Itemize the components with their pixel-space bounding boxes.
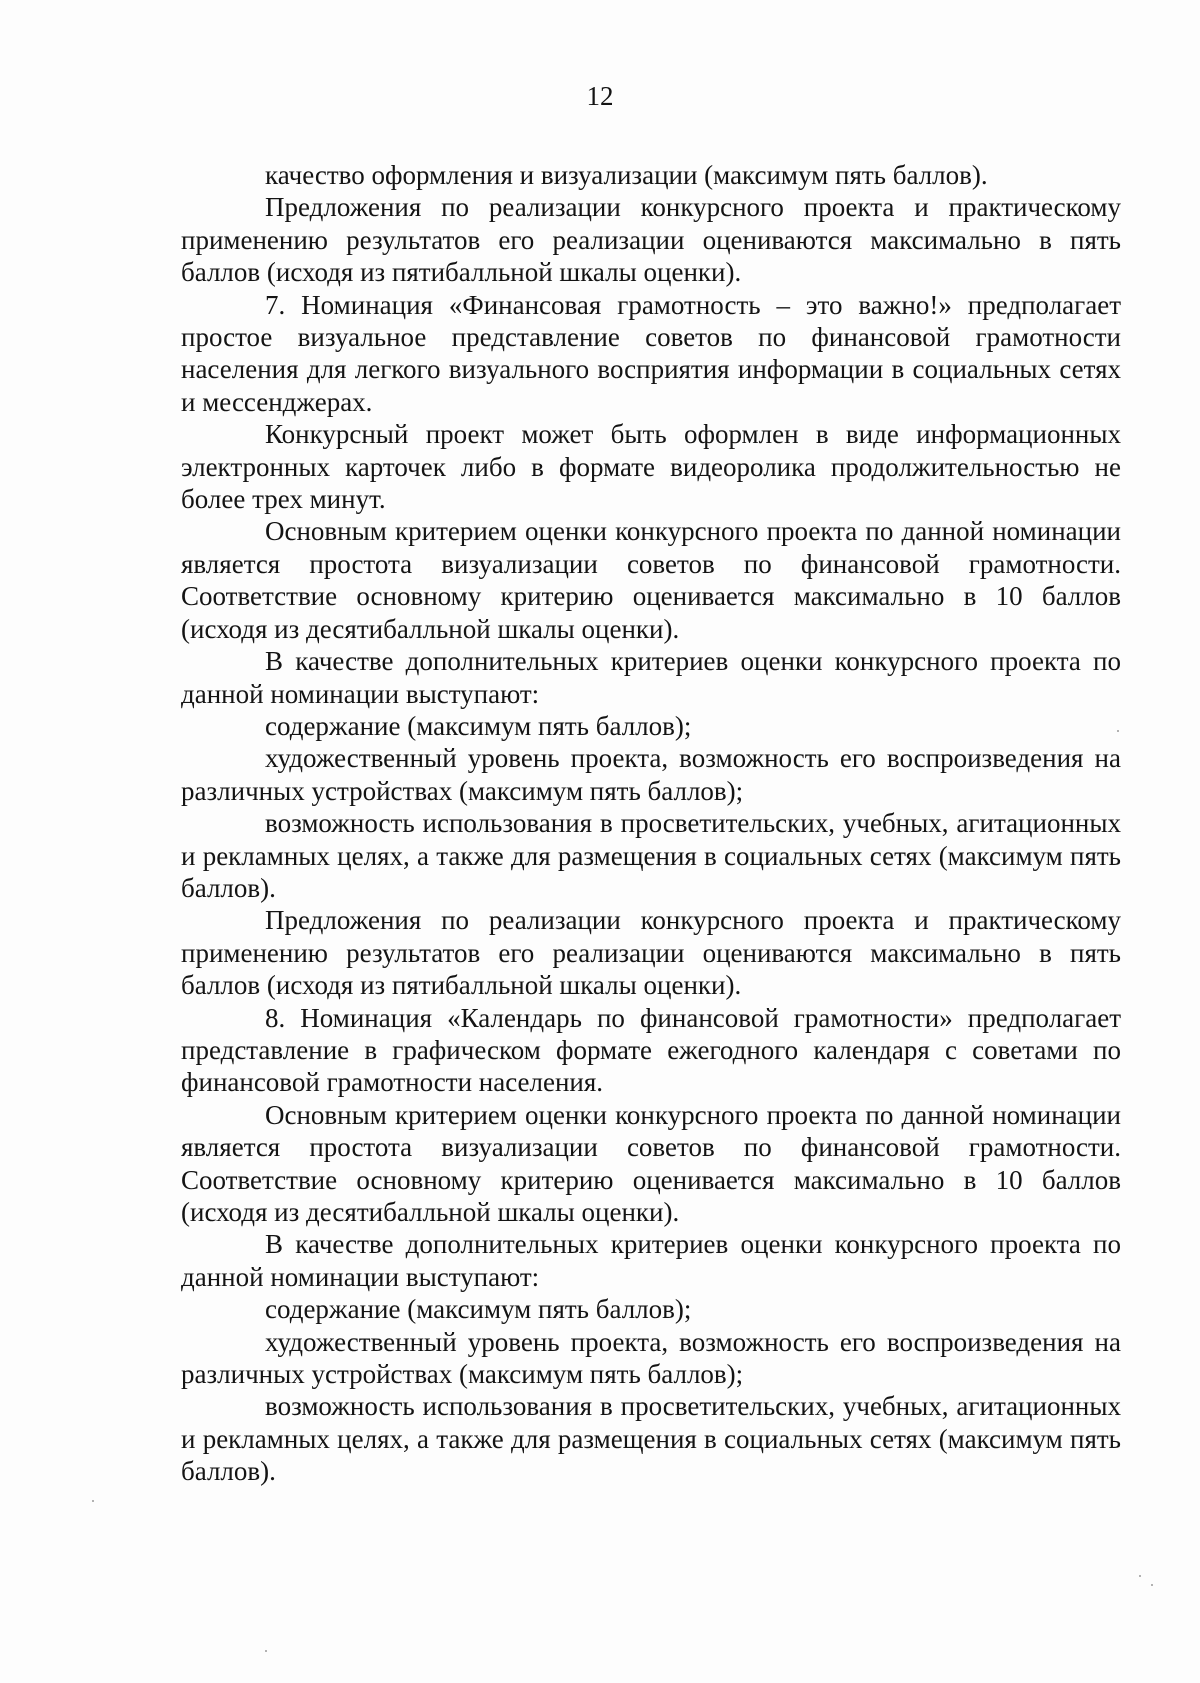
scan-speck bbox=[1139, 1575, 1141, 1577]
paragraph-criterion-usage-2: возможность использования в просветительских, учебных, агитационных и рекламных целях, а также для размещения в социальных сетях (максимум пять баллов). bbox=[181, 1391, 1121, 1487]
paragraph-implementation-proposals: Предложения по реализации конкурсного проекта и практическому применению результатов его реализации оцениваются максимально в пять баллов (исходя из пятибалльной шкалы оценки). bbox=[181, 192, 1121, 288]
paragraph-main-criterion: Основным критерием оценки конкурсного проекта по данной номинации является простота визуализации советов по финансовой грамотности. Соответствие основному критерию оценивается максимально в 10 баллов (исходя из десятибалльной шкалы оценки). bbox=[181, 516, 1121, 644]
paragraph-visualization-quality: качество оформления и визуализации (максимум пять баллов). bbox=[265, 160, 988, 190]
scan-speck bbox=[265, 1650, 267, 1652]
paragraph-criterion-content-2: содержание (максимум пять баллов); bbox=[265, 1294, 692, 1325]
paragraph-criterion-artistic-level-2: художественный уровень проекта, возможность его воспроизведения на различных устройствах (максимум пять баллов); bbox=[181, 1326, 1121, 1390]
paragraph-additional-criteria-intro-2: В качестве дополнительных критериев оценки конкурсного проекта по данной номинации выступают: bbox=[181, 1229, 1121, 1292]
scan-speck bbox=[1151, 1584, 1153, 1586]
paragraph-criterion-artistic-level: художественный уровень проекта, возможность его воспроизведения на различных устройствах (максимум пять баллов); bbox=[181, 743, 1121, 806]
paragraph-criterion-usage: возможность использования в просветительских, учебных, агитационных и рекламных целях, а также для размещения в социальных сетях (максимум пять баллов). bbox=[181, 808, 1121, 903]
paragraph-criterion-content: содержание (максимум пять баллов); bbox=[265, 710, 692, 741]
document-body bbox=[181, 159, 1121, 1488]
scan-speck bbox=[1117, 730, 1119, 732]
scan-speck bbox=[92, 1500, 94, 1502]
paragraph-main-criterion-2: Основным критерием оценки конкурсного проекта по данной номинации является простота визуализации советов по финансовой грамотности. Соответствие основному критерию оценивается максимально в 10 баллов (исходя из десятибалльной шкалы оценки). bbox=[181, 1099, 1121, 1227]
page-number: 12 bbox=[586, 81, 614, 111]
paragraph-nomination-7: 7. Номинация «Финансовая грамотность – это важно!» предполагает простое визуальное представление советов по финансовой грамотности населения для легкого визуального восприятия информации в социальных сетях и мессенджерах. bbox=[181, 289, 1121, 417]
paragraph-implementation-proposals-2: Предложения по реализации конкурсного проекта и практическому применению результатов его реализации оцениваются максимально в пять баллов (исходя из пятибалльной шкалы оценки). bbox=[181, 905, 1121, 1001]
paragraph-project-format: Конкурсный проект может быть оформлен в виде информационных электронных карточек либо в формате видеоролика продолжительностью не более трех минут. bbox=[181, 419, 1121, 515]
paragraph-nomination-8: 8. Номинация «Календарь по финансовой грамотности» предполагает представление в графическом формате ежегодного календаря с советами по финансовой грамотности населения. bbox=[181, 1002, 1121, 1098]
paragraph-additional-criteria-intro: В качестве дополнительных критериев оценки конкурсного проекта по данной номинации выступают: bbox=[181, 646, 1121, 709]
